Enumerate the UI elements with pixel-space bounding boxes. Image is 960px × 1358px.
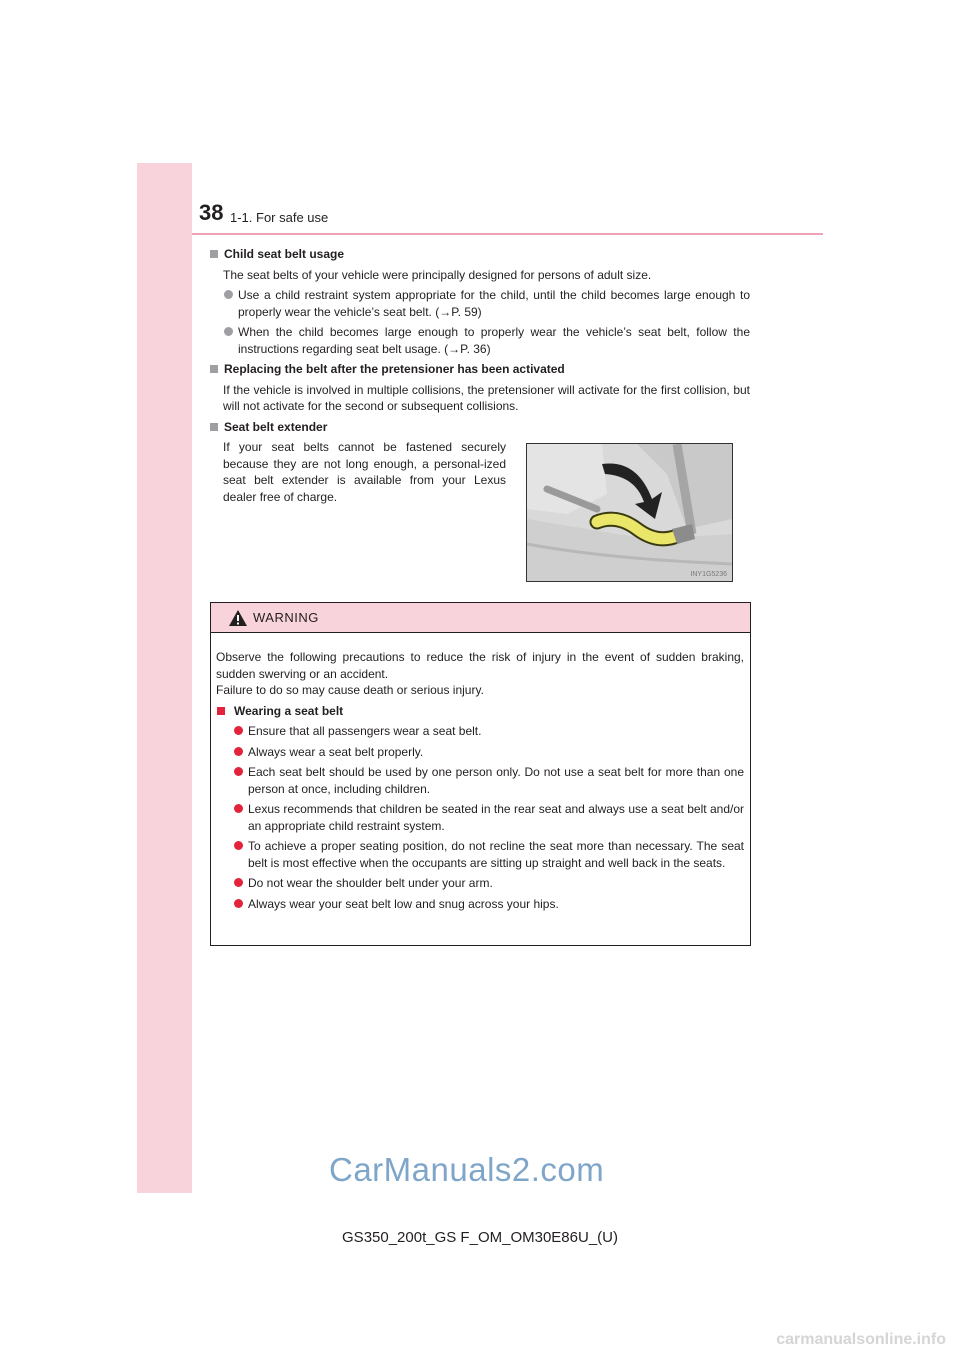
warning-list-item: Always wear a seat belt properly. — [216, 744, 744, 761]
round-bullet-icon — [224, 290, 233, 299]
round-bullet-icon — [234, 767, 243, 776]
round-bullet-icon — [224, 327, 233, 336]
round-bullet-icon — [234, 747, 243, 756]
figure-code: INY1G5236 — [690, 571, 727, 578]
watermark-link[interactable]: CarManuals2.com — [329, 1151, 605, 1188]
warning-body — [211, 633, 750, 912]
footer-model-code: GS350_200t_GS F_OM_OM30E86U_(U) — [342, 1229, 618, 1246]
paragraph-extender: If your seat belts cannot be fastened securely because they are not long enough, a personal-ized seat belt extender is available from your Lexus dealer free of charge. — [223, 440, 506, 504]
square-bullet-icon — [217, 707, 225, 715]
warning-box — [210, 602, 751, 946]
round-bullet-icon — [234, 726, 243, 735]
round-bullet-icon — [234, 878, 243, 887]
warning-list-item: Each seat belt should be used by one person only. Do not use a seat belt for more than one person at once, including children. — [216, 764, 744, 797]
paragraph: The seat belts of your vehicle were principally designed for persons of adult size. — [223, 267, 652, 282]
warning-triangle-icon — [228, 609, 248, 627]
section-title: 1-1. For safe use — [230, 210, 329, 225]
round-bullet-icon — [234, 899, 243, 908]
seat-belt-extender-photo — [526, 443, 733, 582]
round-bullet-icon — [234, 804, 243, 813]
warning-header — [211, 603, 750, 633]
list-item: When the child becomes large enough to properly wear the vehicle’s seat belt, follow the instructions regarding seat belt usage. (→P. 36) — [223, 324, 750, 357]
heading-child-seat-belt: Child seat belt usage — [223, 246, 750, 263]
warning-list-item: Lexus recommends that children be seated in the rear seat and always use a seat belt and/or an appropriate child restraint system. — [216, 801, 744, 834]
header-rule — [192, 233, 823, 235]
site-watermark: carmanualsonline.info — [776, 1331, 946, 1348]
heading-pretensioner: Replacing the belt after the pretensioner has been activated — [223, 361, 750, 378]
square-bullet-icon — [210, 250, 218, 258]
chapter-sidebar-tab — [137, 163, 192, 1193]
list-item: Use a child restraint system appropriate for the child, until the child becomes large enough to properly wear the vehicle’s seat belt. (→P. 59) — [223, 287, 750, 320]
square-bullet-icon — [210, 365, 218, 373]
page-number: 38 — [199, 200, 224, 225]
square-bullet-icon — [210, 423, 218, 431]
paragraph: If the vehicle is involved in multiple collisions, the pretensioner will activate for the first collision, but will not activate for the second or subsequent collisions. — [223, 382, 750, 413]
warning-subheading: Wearing a seat belt — [216, 703, 744, 720]
warning-list-item: Ensure that all passengers wear a seat belt. — [216, 723, 744, 740]
heading-seat-belt-extender: Seat belt extender — [223, 419, 750, 436]
warning-title: WARNING — [253, 610, 319, 625]
warning-list-item: Do not wear the shoulder belt under your arm. — [216, 875, 744, 892]
warning-list-item: To achieve a proper seating position, do not recline the seat more than necessary. The seat belt is most effective when the occupants are sitting up straight and well back in the seats. — [216, 838, 744, 871]
round-bullet-icon — [234, 841, 243, 850]
warning-list-item: Always wear your seat belt low and snug across your hips. — [216, 896, 744, 913]
seat-belt-extender-illustration — [527, 444, 732, 581]
warning-intro: Observe the following precautions to reduce the risk of injury in the event of sudden braking, sudden swerving or an accident. Failure to do so may cause death or serious injury. — [216, 650, 744, 697]
